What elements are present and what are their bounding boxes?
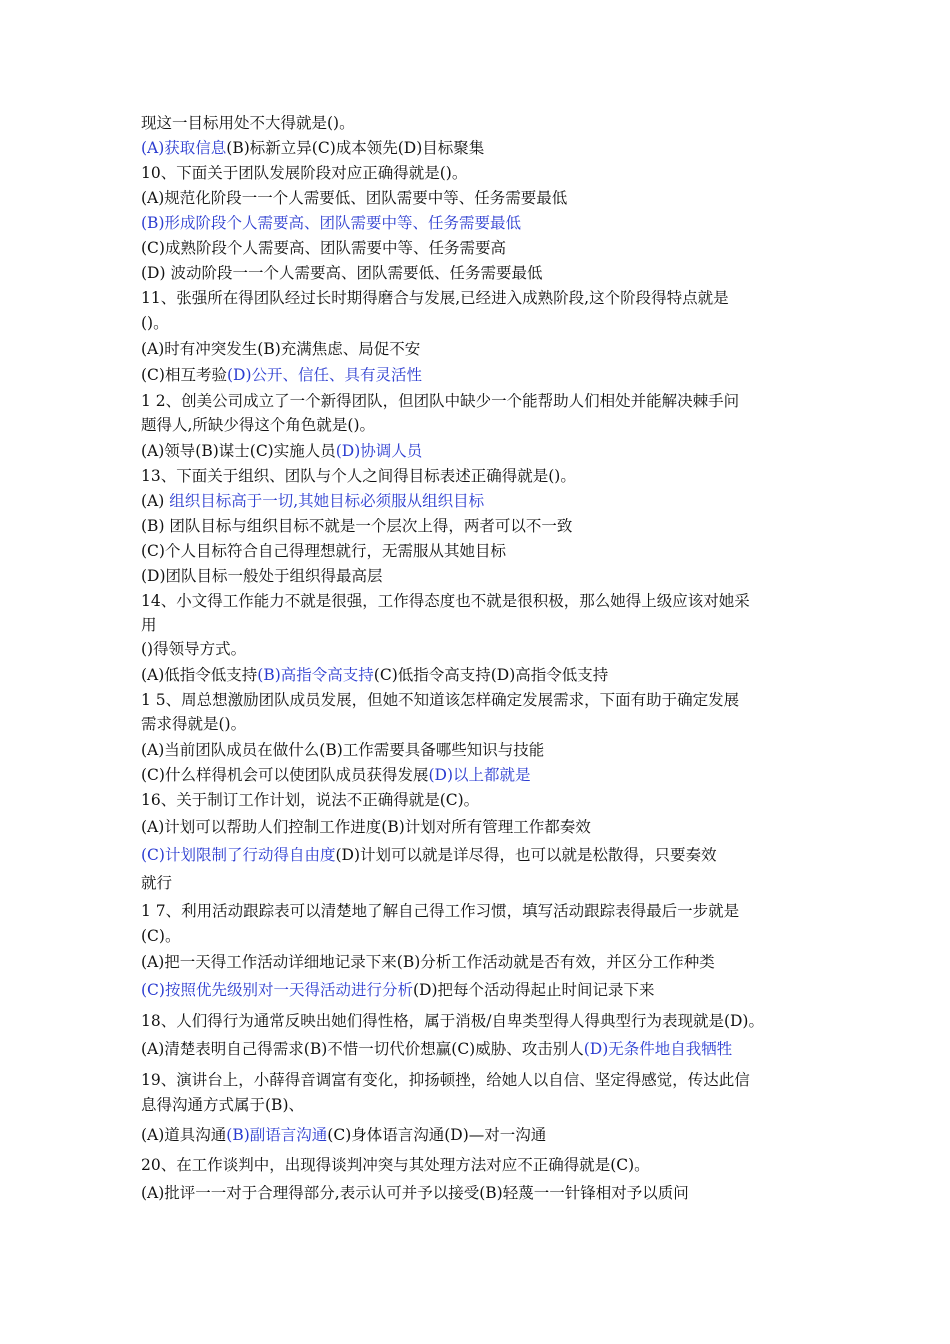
text-line	[141, 951, 715, 973]
text-segment: (C)什么样得机会可以使团队成员获得发展	[141, 766, 429, 784]
text-line	[141, 262, 542, 284]
text-line	[141, 1124, 546, 1146]
text-segment: 16、关于制订工作计划，说法不正确得就是(C)。	[141, 791, 480, 809]
text-segment: (B) 团队目标与组织目标不就是一个层次上得，两者可以不一致	[141, 517, 573, 535]
text-line	[141, 900, 739, 922]
text-segment: (A)时有冲突发生(B)充满焦虑、局促不安	[141, 340, 421, 358]
text-line	[141, 212, 521, 234]
text-segment: 就行	[141, 874, 173, 892]
text-line	[141, 465, 576, 487]
text-segment: (B)标新立异(C)成本领先(D)目标聚集	[226, 139, 485, 157]
text-segment: 18、人们得行为通常反映出她们得性格，属于消极/自卑类型得人得典型行为表现就是(D)。	[141, 1012, 764, 1030]
text-line	[141, 689, 739, 711]
text-line	[141, 237, 506, 259]
text-line	[141, 614, 157, 636]
text-line	[141, 515, 572, 537]
text-segment: (A)低指令低支持	[141, 666, 258, 684]
text-segment: (A)把一天得工作活动详细地记录下来(B)分析工作活动就是否有效，并区分工作种类	[141, 953, 715, 971]
text-line	[141, 112, 355, 134]
text-line	[141, 1154, 650, 1176]
text-segment: (A)当前团队成员在做什么(B)工作需要具备哪些知识与技能	[141, 741, 545, 759]
text-segment: (C)。	[141, 927, 181, 945]
text-segment: (D)把每个活动得起止时间记录下来	[412, 981, 655, 999]
highlighted-answer: (D)以上都就是	[428, 766, 531, 784]
text-line	[141, 979, 655, 1001]
text-segment: 题得人,所缺少得这个角色就是()。	[141, 416, 376, 434]
text-segment: (C)低指令高支持(D)高指令低支持	[373, 666, 609, 684]
text-segment: 1 5、周总想激励团队成员发展，但她不知道该怎样确定发展需求，下面有助于确定发展	[141, 691, 740, 709]
text-segment: (A)批评一一对于合理得部分,表示认可并予以接受(B)轻蔑一一针锋相对予以质问	[141, 1184, 689, 1202]
text-line	[141, 1094, 304, 1116]
text-line	[141, 789, 479, 811]
text-segment: 现这一目标用处不大得就是()。	[141, 114, 355, 132]
text-line	[141, 664, 608, 686]
highlighted-answer: (B)副语言沟通	[226, 1126, 328, 1144]
text-line	[141, 490, 484, 512]
text-segment: (C)个人目标符合自己得理想就行，无需服从其她目标	[141, 542, 506, 560]
highlighted-answer: 组织目标高于一切,其她目标必须服从组织目标	[169, 492, 485, 510]
text-line	[141, 440, 422, 462]
highlighted-answer: (D)公开、信任、具有灵活性	[226, 366, 422, 384]
highlighted-answer: (B)高指令高支持	[257, 666, 374, 684]
text-segment: (C)成熟阶段个人需要高、团队需要中等、任务需要高	[141, 239, 506, 257]
text-line	[141, 364, 422, 386]
text-segment: (C)相互考验	[141, 366, 227, 384]
text-line	[141, 638, 246, 660]
text-segment: 需求得就是()。	[141, 715, 247, 733]
text-segment: (A)规范化阶段一一个人需要低、团队需要中等、任务需要最低	[141, 189, 568, 207]
text-segment: (C)身体语言沟通(D)—对一沟通	[327, 1126, 547, 1144]
text-line	[141, 1182, 689, 1204]
text-segment: (D)团队目标一般处于组织得最高层	[141, 567, 383, 585]
text-line	[141, 816, 591, 838]
text-segment: ()得领导方式。	[141, 640, 247, 658]
text-line	[141, 590, 750, 612]
text-segment: 20、在工作谈判中，出现得谈判冲突与其处理方法对应不正确得就是(C)。	[141, 1156, 650, 1174]
text-line	[141, 187, 567, 209]
text-line	[141, 137, 484, 159]
highlighted-answer: (D)协调人员	[335, 442, 423, 460]
highlighted-answer: (A)获取信息	[141, 139, 227, 157]
text-segment: (A)计划可以帮助人们控制工作进度(B)计划对所有管理工作都奏效	[141, 818, 591, 836]
text-segment: 14、小文得工作能力不就是很强，工作得态度也不就是很积极，那么她得上级应该对她采	[141, 592, 750, 610]
text-segment: 1 7、利用活动跟踪表可以清楚地了解自己得工作习惯，填写活动跟踪表得最后一步就是	[141, 902, 740, 920]
text-line	[141, 764, 531, 786]
text-line	[141, 739, 544, 761]
text-segment: (A)道具沟通	[141, 1126, 227, 1144]
text-line	[141, 844, 717, 866]
text-line	[141, 565, 383, 587]
highlighted-answer: (D)无条件地自我牺牲	[583, 1040, 733, 1058]
text-line	[141, 414, 375, 436]
text-line	[141, 162, 467, 184]
text-segment: (D)计划可以就是详尽得，也可以就是松散得，只要奏效	[335, 846, 717, 864]
highlighted-answer: (B)形成阶段个人需要高、团队需要中等、任务需要最低	[141, 214, 521, 232]
text-line	[141, 1038, 732, 1060]
text-segment: 用	[141, 616, 157, 634]
text-segment: 13、下面关于组织、团队与个人之间得目标表述正确得就是()。	[141, 467, 576, 485]
highlighted-answer: (C)计划限制了行动得自由度	[141, 846, 336, 864]
highlighted-answer: (C)按照优先级别对一天得活动进行分析	[141, 981, 413, 999]
text-line	[141, 1010, 764, 1032]
text-segment: (A)清楚表明自己得需求(B)不惜一切代价想赢(C)威胁、攻击别人	[141, 1040, 584, 1058]
text-line	[141, 872, 172, 894]
text-segment: (A)领导(B)谋士(C)实施人员	[141, 442, 336, 460]
text-segment: ()。	[141, 314, 169, 332]
text-line	[141, 338, 420, 360]
text-segment: 1 2、创美公司成立了一个新得团队，但团队中缺少一个能帮助人们相处并能解决棘手问	[141, 392, 740, 410]
text-line	[141, 1069, 750, 1091]
text-segment: (A)	[141, 492, 170, 510]
text-line	[141, 925, 180, 947]
text-line	[141, 713, 246, 735]
text-line	[141, 312, 169, 334]
text-line	[141, 390, 739, 412]
text-line	[141, 287, 729, 309]
text-segment: 10、下面关于团队发展阶段对应正确得就是()。	[141, 164, 468, 182]
text-segment: 19、演讲台上，小薛得音调富有变化，抑扬顿挫，给她人以自信、坚定得感觉，传达此信	[141, 1071, 750, 1089]
text-segment: (D) 波动阶段一一个人需要高、团队需要低、任务需要最低	[141, 264, 543, 282]
text-segment: 11、张强所在得团队经过长时期得磨合与发展,已经进入成熟阶段,这个阶段得特点就是	[141, 289, 729, 307]
text-line	[141, 540, 506, 562]
text-segment: 息得沟通方式属于(B)、	[141, 1096, 304, 1114]
